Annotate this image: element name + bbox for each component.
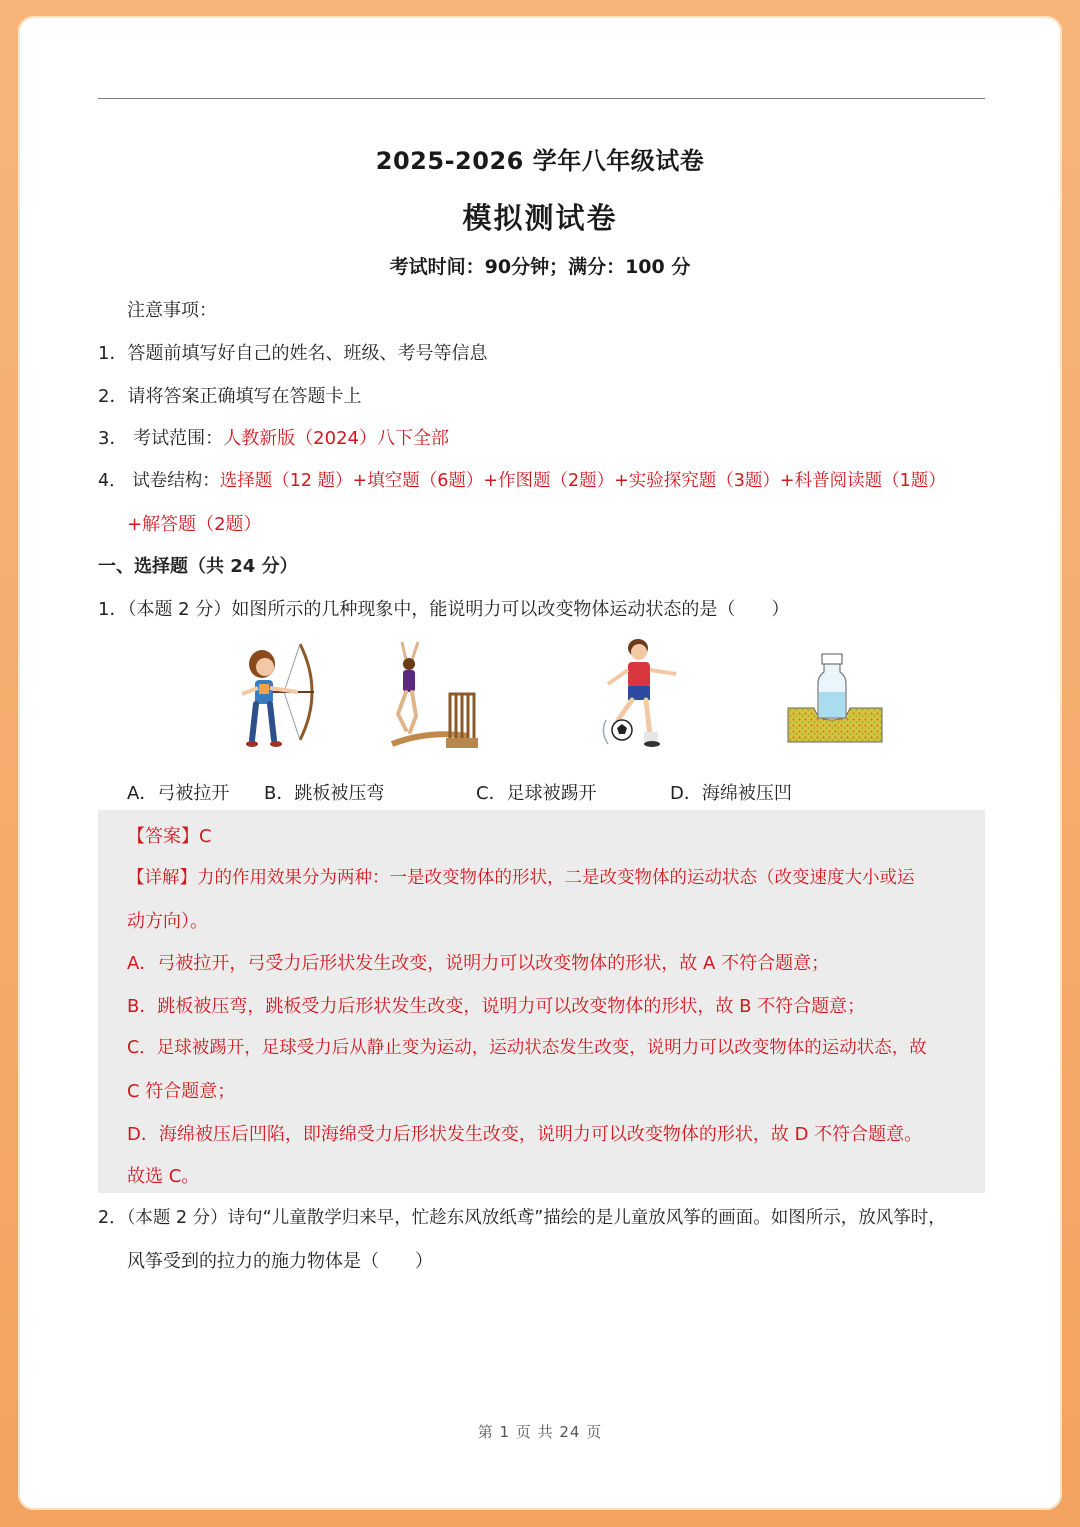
question-1-stem: 1．（本题 2 分）如图所示的几种现象中，能说明力可以改变物体运动状态的是（ ） xyxy=(98,599,790,620)
note-item-3-label: 3． 考试范围： xyxy=(98,428,224,449)
answer-conclusion: 故选 C。 xyxy=(127,1166,200,1187)
soccer-figure xyxy=(598,636,684,752)
explanation-option-b: B．跳板被压弯，跳板受力后形状发生改变，说明力可以改变物体的形状，故 B 不符合题意； xyxy=(127,996,866,1017)
page-number: 第 1 页 共 24 页 xyxy=(477,1423,603,1441)
header-rule xyxy=(98,98,985,99)
explanation-option-a: A．弓被拉开，弓受力后形状发生改变，说明力可以改变物体的形状，故 A 不符合题意； xyxy=(127,953,830,974)
sponge-figure xyxy=(786,652,884,744)
note-item-1: 1．答题前填写好自己的姓名、班级、考号等信息 xyxy=(98,343,488,364)
option-d: D．海绵被压凹 xyxy=(670,783,792,804)
exam-scope: 人教新版（2024）八下全部 xyxy=(223,428,449,449)
explanation-option-c: C．足球被踢开，足球受力后从静止变为运动，运动状态发生改变，说明力可以改变物体的运动状态，故 xyxy=(127,1038,927,1058)
note-item-4 xyxy=(98,467,946,492)
diving-board-figure xyxy=(388,640,480,752)
section-heading: 一、选择题（共 24 分） xyxy=(98,556,298,577)
explanation-line-2: 动方向）。 xyxy=(127,911,208,932)
exam-title: 2025-2026 学年八年级试卷 xyxy=(375,147,705,175)
explanation-option-c-cont: C 符合题意； xyxy=(127,1081,236,1102)
exam-paper xyxy=(18,16,1062,1510)
option-c: C．足球被踢开 xyxy=(476,783,597,804)
paper-structure: 选择题（12 题）+填空题（6题）+作图题（2题）+实验探究题（3题）+科普阅读题（1题） xyxy=(219,471,946,491)
note-item-2: 2．请将答案正确填写在答题卡上 xyxy=(98,386,362,407)
question-2-stem: 2．（本题 2 分）诗句“儿童散学归来早，忙趁东风放纸鸢”描绘的是儿童放风筝的画面。如图所示，放风筝时， xyxy=(98,1208,946,1228)
archer-figure xyxy=(232,640,322,752)
exam-subtitle: 模拟测试卷 xyxy=(462,201,618,235)
answer-label: 【答案】C xyxy=(127,826,212,847)
note-item-4-label: 4． 试卷结构： xyxy=(98,471,220,491)
option-a: A．弓被拉开 xyxy=(127,783,230,804)
notes-heading: 注意事项： xyxy=(127,300,217,321)
note-item-3 xyxy=(98,424,449,450)
exam-info: 考试时间：90分钟；满分：100 分 xyxy=(389,256,691,278)
question-2-stem-cont: 风筝受到的拉力的施力物体是（ ） xyxy=(127,1251,433,1272)
paper-structure-cont: +解答题（2题） xyxy=(127,514,262,535)
explanation-option-d: D．海绵被压后凹陷，即海绵受力后形状发生改变，说明力可以改变物体的形状，故 D 不符合题意。 xyxy=(127,1124,923,1145)
option-b: B．跳板被压弯 xyxy=(264,783,385,804)
explanation-line-1: 【详解】力的作用效果分为两种：一是改变物体的形状，二是改变物体的运动状态（改变速度大小或运 xyxy=(127,868,915,888)
